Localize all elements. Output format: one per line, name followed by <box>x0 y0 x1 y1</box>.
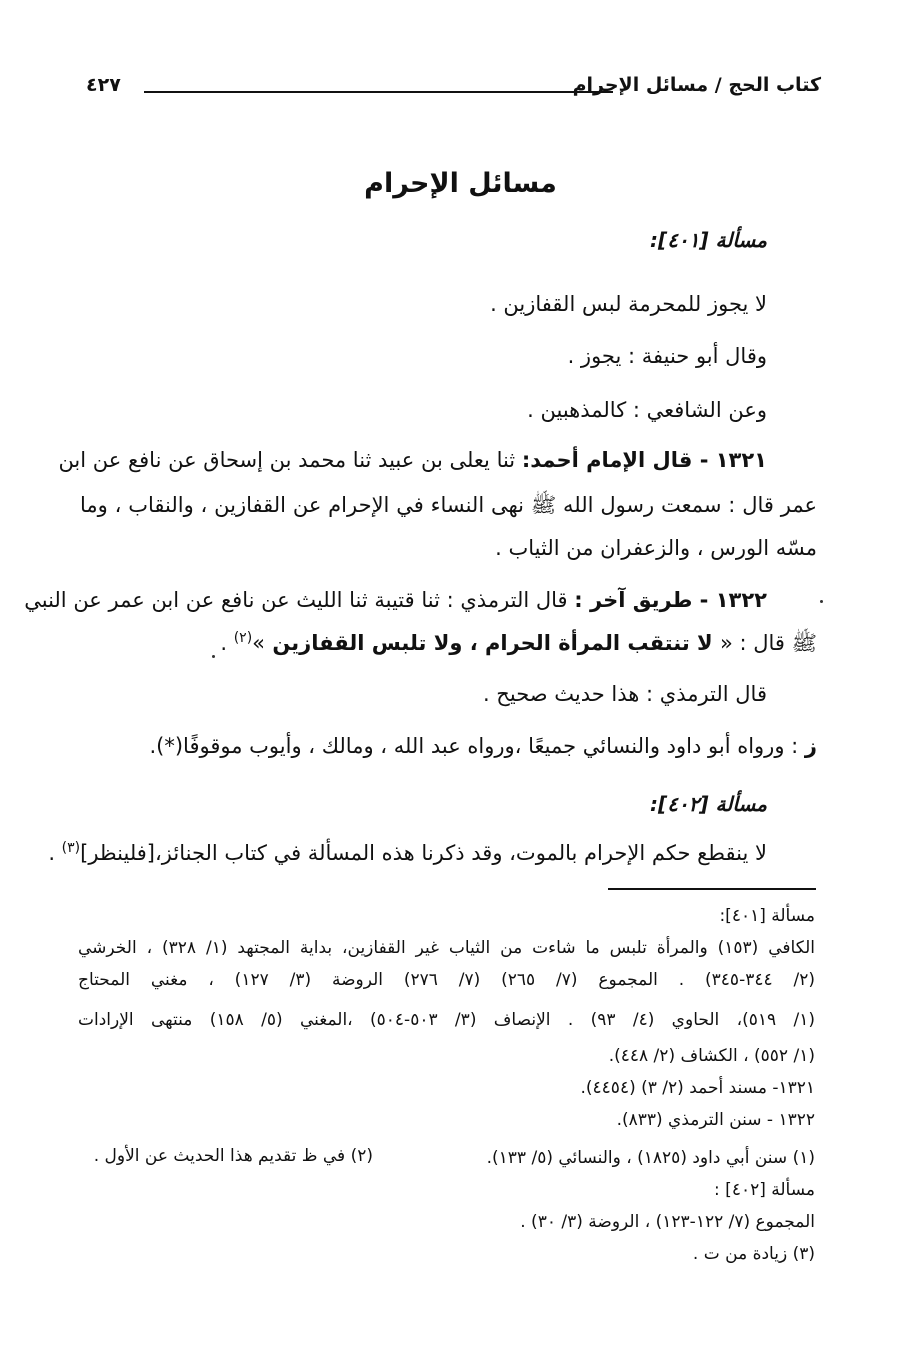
z-mark: ز <box>804 734 817 758</box>
scan-speck <box>820 600 823 603</box>
running-title: كتاب الحج / مسائل الإحرام <box>572 74 821 96</box>
hadith-1322-lead: ١٣٢٢ - طريق آخر : <box>574 588 767 612</box>
question-402-label: مسألة [٤٠٢]: <box>650 792 767 816</box>
footnote-sources-402: المجموع (٧/ ١٢٢-١٢٣) ، الروضة (٣/ ٣٠) . <box>520 1212 815 1232</box>
footnote-q402-label: مسألة [٤٠٢] : <box>714 1180 815 1200</box>
page-number: ٤٢٧ <box>86 74 121 96</box>
footnote-sources-401-line-1: الكافي (١٥٣) والمرأة تلبس ما شاءت من الثياب غير القفازين، بداية المجتهد (١/ ٣٢٨) ، الخرشي <box>78 938 815 958</box>
scan-speck <box>212 655 215 658</box>
question-401-line-2: وقال أبو حنيفة : يجوز . <box>567 344 767 368</box>
z-note <box>80 734 817 758</box>
question-402-text: لا ينقطع حكم الإحرام بالموت، وقد ذكرنا هذه المسألة في كتاب الجنائز،[فلينظر]$^{(٣)}$ . <box>48 840 767 865</box>
chapter-title: مسائل الإحرام <box>364 168 557 199</box>
hadith-1322-quote: لا تنتقب المرأة الحرام ، ولا تلبس القفازين <box>265 631 720 655</box>
hadith-1321-text: ثنا يعلى بن عبيد ثنا محمد بن إسحاق عن نافع عن ابن <box>58 448 516 472</box>
question-401-label: مسألة [٤٠١]: <box>650 228 767 252</box>
footnote-ref-2: (٢) <box>233 630 253 646</box>
hadith-1322-text: قال الترمذي : ثنا قتيبة ثنا الليث عن نافع عن ابن عمر عن النبي <box>24 588 568 612</box>
footnote-ref-1321: ١٣٢١- مسند أحمد (٢/ ٣) (٤٤٥٤). <box>580 1078 815 1098</box>
footnote-ref-1322: ١٣٢٢ - سنن الترمذي (٨٣٣). <box>616 1110 815 1130</box>
footnote-2: (٢) في ظ تقديم هذا الحديث عن الأول . <box>93 1146 373 1166</box>
footnote-3: (٣) زيادة من ت . <box>692 1244 815 1264</box>
hadith-1321-line-1 <box>58 448 767 472</box>
footnote-ref-3: (٣) <box>61 840 81 856</box>
footnote-rule <box>608 888 816 890</box>
question-401-line-3: وعن الشافعي : كالمذهبين . <box>527 398 767 422</box>
hadith-1321-line-3: مسّه الورس ، والزعفران من الثياب . <box>495 536 817 560</box>
footnote-q401-label: مسألة [٤٠١]: <box>719 906 815 926</box>
z-note-text: : ورواه أبو داود والنسائي جميعًا ،ورواه عبد الله ، ومالك ، وأيوب موقوفًا(*). <box>149 734 805 758</box>
hadith-1322-line-2: ﷺ قال : « لا تنتقب المرأة الحرام ، ولا تلبس القفازين »$^{(٢)}$ . <box>220 630 817 655</box>
footnote-sources-401-line-2: (٢/ ٣٤٤-٣٤٥) . المجموع (٧/ ٢٦٥) (٧/ ٢٧٦) الروضة (٣/ ١٢٧) ، مغني المحتاج <box>78 970 815 990</box>
hadith-1321-lead: ١٣٢١ - قال الإمام أحمد: <box>521 448 767 472</box>
header-rule <box>144 91 613 93</box>
running-header <box>86 74 821 108</box>
footnote-sources-401-line-3: (١/ ٥١٩)، الحاوي (٤/ ٩٣) . الإنصاف (٣/ ٥٠٣-٥٠٤) ،المغني (٥/ ١٥٨) منتهى الإرادات <box>78 1010 815 1030</box>
hadith-1321-line-2: عمر قال : سمعت رسول الله ﷺ نهى النساء في الإحرام عن القفازين ، والنقاب ، وما <box>80 493 817 517</box>
footnote-sources-401-line-4: (١/ ٥٥٢) ، الكشاف (٢/ ٤٤٨). <box>608 1046 815 1066</box>
hadith-1322-line-3: قال الترمذي : هذا حديث صحيح . <box>482 682 767 706</box>
question-401-line-1: لا يجوز للمحرمة لبس القفازين . <box>490 292 767 316</box>
hadith-1322-line-1 <box>24 588 767 612</box>
footnote-1: (١) سنن أبي داود (١٨٢٥) ، والنسائي (٥/ ١٣٣). <box>486 1148 815 1168</box>
